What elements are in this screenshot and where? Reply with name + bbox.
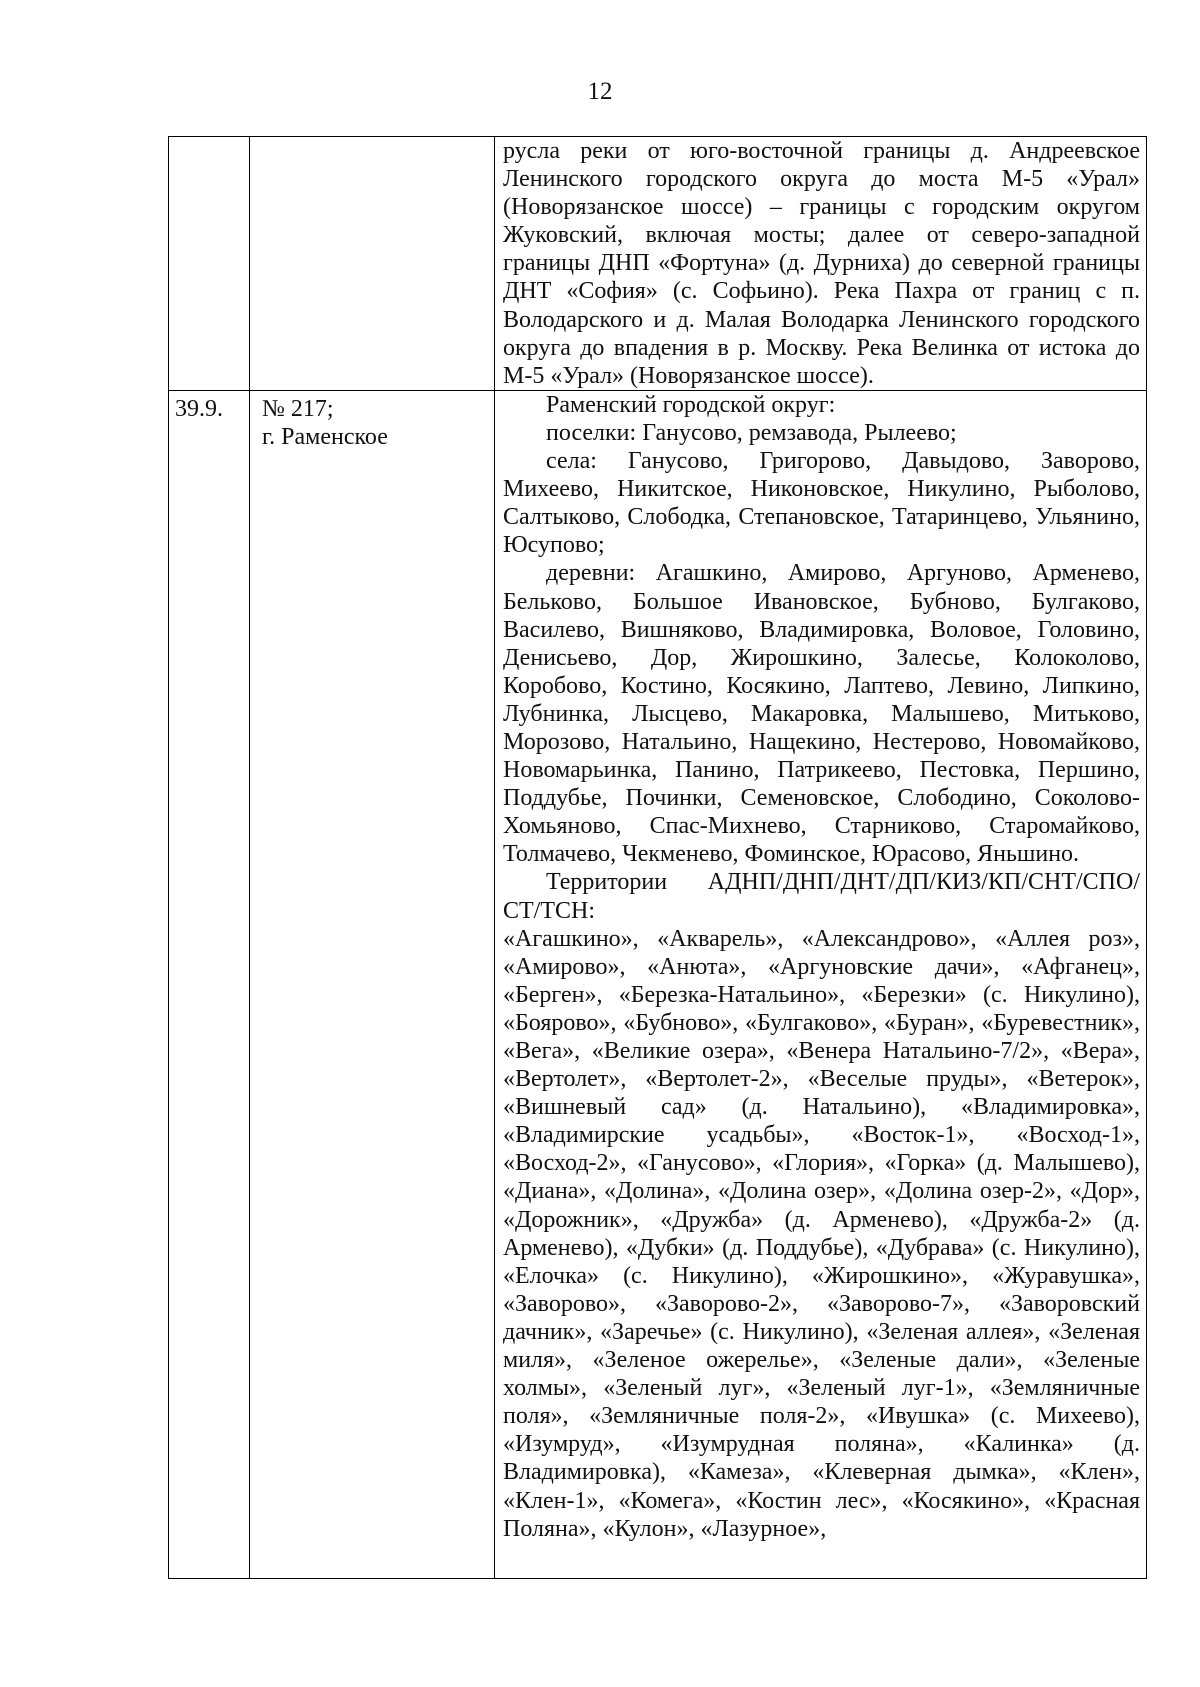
description-text: русла реки от юго-восточной границы д. Андреевское Ленинского городского округа до моста М-5 «Урал» (Новорязанское шоссе) – границы с городским округом Жуковский, включая мосты; далее от северо-западной границы ДНП «Фортуна» (д. Дурниха) до северной границы ДНТ «София» (с. Софьино). Река Пахра от границ с п. Володарского и д. Малая Володарка Ленинского городского округа до впадения в р. Москву. Река Велинка от истока до М-5 «Урал» (Новорязанское шоссе). <box>503 138 1140 389</box>
station-number: № 217; <box>262 395 334 422</box>
row-name-cell <box>250 137 495 391</box>
territories-heading: Территории АДНП/ДНП/ДНТ/ДП/КИЗ/КП/СНТ/СПО/СТ/ТСН: <box>503 869 1140 924</box>
settlements-paragraph: поселки: Ганусово, ремзавода, Рылеево; <box>546 419 957 446</box>
territories-list: «Агашкино», «Акварель», «Александрово», «Аллея роз», «Амирово», «Анюта», «Аргуновские дачи», «Афганец», «Берген», «Березка-Натальино», «Березки» (с. Никулино), «Боярово», «Бубново», «Булгаково», «Буран», «Буревестник», «Вега», «Великие озера», «Венера Натальино-7/2», «Вера», «Вертолет», «Вертолет-2», «Веселые пруды», «Ветерок», «Вишневый сад» (д. Натальино), «Владимировка», «Владимирские усадьбы», «Восток-1», «Восход-1», «Восход-2», «Ганусово», «Глория», «Горка» (д. Малышево), «Диана», «Долина», «Долина озер», «Долина озер-2», «Дор», «Дорожник», «Дружба» (д. Арменево), «Дружба-2» (д. Арменево), «Дубки» (д. Поддубье), «Дубрава» (с. Никулино), «Елочка» (с. Никулино), «Жирошкино», «Журавушка», «Заворово», «Заворово-2», «Заворово-7», «Заворовский дачник», «Заречье» (с. Никулино), «Зеленая аллея», «Зеленая миля», «Зеленое ожерелье», «Зеленые дали», «Зеленые холмы», «Зеленый луг», «Зеленый луг-1», «Земляничные поля», «Земляничные поля-2», «Ивушка» (с. Михеево), «Изумруд», «Изумрудная поляна», «Калинка» (д. Владимировка), «Камеза», «Клеверная дымка», «Клен», «Клен-1», «Комега», «Костин лес», «Косякино», «Красная Поляна», «Кулон», «Лазурное», <box>503 925 1140 1542</box>
territory-table <box>168 136 1147 1579</box>
row-description-cell <box>495 137 1147 391</box>
page-number: 12 <box>587 78 613 105</box>
table-row <box>169 390 1147 1578</box>
row-number-cell: 39.9. <box>169 390 250 1578</box>
villages-selo-paragraph: села: Ганусово, Григорово, Давыдово, Заворово, Михеево, Никитское, Никоновское, Никулино, Рыболово, Салтыково, Слободка, Степановское, Татаринцево, Ульянино, Юсупово; <box>503 448 1140 559</box>
city-name: г. Раменское <box>262 423 388 450</box>
row-name-cell <box>250 390 495 1578</box>
villages-derevni-paragraph: деревни: Агашкино, Амирово, Аргуново, Арменево, Бельково, Большое Ивановское, Бубново, Булгаково, Василево, Вишняково, Владимировка, Воловое, Головино, Денисьево, Дор, Жирошкино, Залесье, Колоколово, Коробово, Костино, Косякино, Лаптево, Левино, Липкино, Лубнинка, Лысцево, Макаровка, Малышево, Митьково, Морозово, Натальино, Нащекино, Нестерово, Новомайково, Новомарьинка, Панино, Патрикеево, Пестовка, Першино, Поддубье, Починки, Семеновское, Слободино, Соколово-Хомьяново, Спас-Михнево, Старниково, Старомайково, Толмачево, Чекменево, Фоминское, Юрасово, Яньшино. <box>503 560 1140 868</box>
row-description-cell <box>495 390 1147 1578</box>
table-row <box>169 137 1147 391</box>
district-heading: Раменский городской округ: <box>546 391 836 418</box>
row-number-cell <box>169 137 250 391</box>
